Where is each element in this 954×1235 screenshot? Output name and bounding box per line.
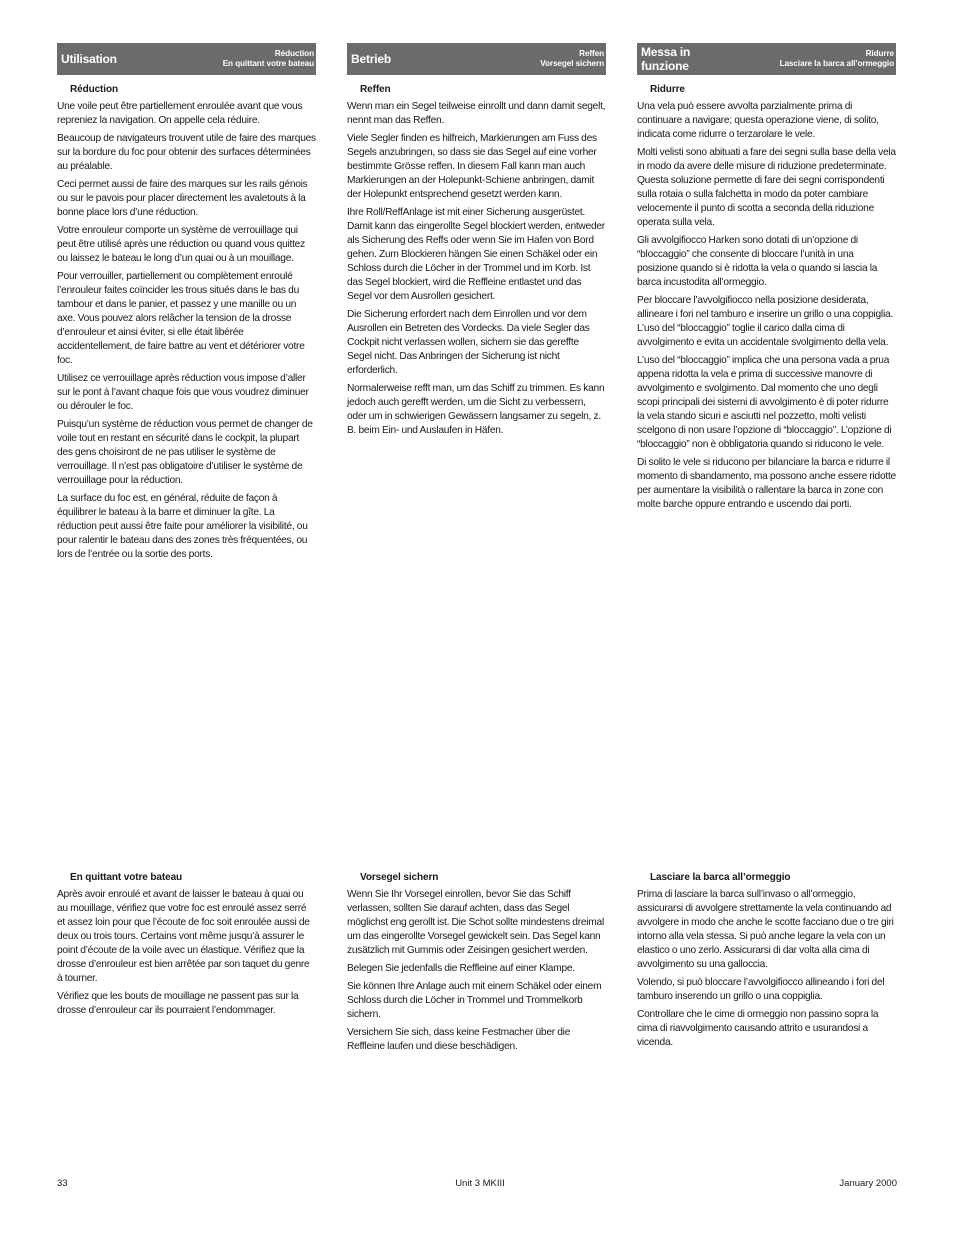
header-utilisation	[57, 43, 316, 75]
paragraph: Viele Segler finden es hilfreich, Markierungen am Fuss des Segels anzubringen, so dass sie das Segel auf eine vorher bestimmte Grösse reffen. In diesem Fall kann man auch Markierungen an der Holepunkt-Schiene anbringen, damit der Holepunkt entsprechend gesetzt werden kann.	[347, 133, 597, 200]
paragraph: Di solito le vele si riducono per bilanciare la barca e ridurre il momento di sbandamento, ma possono anche essere ridotte per aumentare la visibilità o rallentare la barca in zone con molte barche oppure entrando e uscendo dai porti.	[637, 457, 896, 510]
paragraph: Beaucoup de navigateurs trouvent utile de faire des marques sur la bordure du foc pour obtenir des surfaces déterminées au préalable.	[57, 133, 316, 172]
paragraph: Puisqu’un système de réduction vous permet de changer de voile tout en restant en sécurité dans le cockpit, la plupart des gens choisiront de ne pas utiliser le système de verrouillage. Il n’est pas obligatoire d’utiliser le système de verrouillage pour la réduction.	[57, 419, 313, 486]
section-heading: Ridurre	[650, 84, 685, 95]
header-sublabel: Vorsegel sichern	[540, 59, 604, 68]
footer-product: Unit 3 MKIII	[455, 1178, 505, 1189]
page-number: 33	[57, 1178, 68, 1189]
paragraph: Ceci permet aussi de faire des marques sur les rails génois ou sur le pavois pour placer directement les avaletouts à la bonne place lors d’une réduction.	[57, 179, 308, 218]
section-heading: Lasciare la barca all’ormeggio	[650, 872, 791, 883]
paragraph: Vérifiez que les bouts de mouillage ne passent pas sur la drosse d’enrouleur car ils pourraient l’endommager.	[57, 991, 299, 1016]
section-reduction	[57, 84, 316, 566]
paragraph: Wenn Sie Ihr Vorsegel einrollen, bevor Sie das Schiff verlassen, sollten Sie darauf achten, dass das Segel möglichst eng gerollt ist. Die Schot sollte mindestens dreimal um das eingerollte Vorsegel gewickelt sein. Das Segel kann zusätzlich mit Gummis oder Zeisingen gesichert werden.	[347, 889, 604, 956]
paragraph: Per bloccare l’avvolgifiocco nella posizione desiderata, allineare i fori nel tamburo e inserire un grillo o una coppiglia. L’uso del “bloccaggio” toglie il carico dalla cima di avvolgimento e evita un accidentale svolgimento della vela.	[637, 295, 893, 348]
header-title: Utilisation	[61, 52, 117, 66]
header-betrieb	[347, 43, 606, 75]
paragraph: Pour verrouiller, partiellement ou complètement enroulé l’enrouleur faites coïncider les trous situés dans le bas du tambour et dans le panier, et passez y une manille ou un axe. Vous pouvez alors relâcher la tension de la drosse d’enrouleur et ainsi éviter, si elle était libérée accidentellement, de faire battre au vent et détériorer votre foc.	[57, 271, 305, 366]
section-heading: Reffen	[360, 84, 391, 95]
paragraph: Après avoir enroulé et avant de laisser le bateau à quai ou au mouillage, vérifiez que votre foc est enroulé assez serré et assez loin pour que l’écoute de foc soit enroulée aussi de deux ou trois tours. Certains vont même jusqu’à assurer le point d’écoute de la voile avec un élastique. Vérifiez que la drosse d’enrouleur est bien arrêtée par son taquet du genre à tourner.	[57, 889, 310, 984]
paragraph: Utilisez ce verrouillage après réduction vous impose d’aller sur le pont à l’avant chaque fois que vous voudrez diminuer ou dérouler le foc.	[57, 373, 309, 412]
header-sublabels	[780, 49, 894, 69]
paragraph: L’uso del “bloccaggio” implica che una persona vada a prua appena ridotta la vela e prima di successive manovre di avvolgimento e svolgimento. Dal momento che uno degli scopi principali dei sistemi di avvolgimento è di poter ridurre la vela stando sicuri e asciutti nel pozzetto, molti velisti scelgono di non usare l’opzione di “bloccaggio”. L’opzione di “bloccaggio” non è obbligatoria quando si riducono le vele.	[637, 355, 892, 450]
paragraph: Die Sicherung erfordert nach dem Einrollen und vor dem Ausrollen ein Betreten des Vordecks. Da viele Segler das Cockpit nicht verlassen wollen, sichern sie das gereffte Segel nicht. Das Anbringen der Sicherung ist nicht erforderlich.	[347, 309, 590, 376]
paragraph: Wenn man ein Segel teilweise einrollt und dann damit segelt, nennt man das Reffen.	[347, 101, 606, 126]
header-title: Betrieb	[351, 52, 391, 66]
footer-date: January 2000	[839, 1178, 897, 1189]
paragraph: Controllare che le cime di ormeggio non passino sopra la cima di riavvolgimento causando attrito e usurandosi a vicenda.	[637, 1009, 879, 1048]
header-sublabels	[540, 49, 604, 69]
paragraph: Une voile peut être partiellement enroulée avant que vous repreniez la navigation. On appelle cela réduire.	[57, 101, 303, 126]
paragraph: Sie können Ihre Anlage auch mit einem Schäkel oder einem Schloss durch die Löcher in Trommel und Trommelkorb sichern.	[347, 981, 602, 1020]
paragraph: Belegen Sie jedenfalls die Reffleine auf einer Klampe.	[347, 963, 575, 974]
header-sublabel: Réduction	[274, 49, 314, 58]
section-en-quittant	[57, 872, 316, 1022]
section-heading: En quittant votre bateau	[70, 872, 183, 883]
paragraph: La surface du foc est, en général, réduite de façon à équilibrer le bateau à la barre et diminuer la gîte. La réduction peut aussi être faite pour améliorer la visibilité, ou pour ralentir le bateau dans des zones très fréquentées, ou lors de l’entrée ou la sortie des ports.	[57, 493, 308, 560]
paragraph: Normalerweise refft man, um das Schiff zu trimmen. Es kann jedoch auch gerefft werden, um die Sicht zu verbessern, oder um in schwierigen Gewässern langsamer zu segeln, z. B. beim Ein- und Auslaufen in Häfen.	[347, 383, 605, 436]
paragraph: Volendo, si può bloccare l’avvolgifiocco allineando i fori del tamburo inserendo un grillo o una coppiglia.	[637, 977, 885, 1002]
paragraph: Prima di lasciare la barca sull’invaso o all’ormeggio, assicurarsi di avvolgere strettamente la vela continuando ad avvolgere in modo che anche le scotte facciano due o tre giri intorno alla vela stessa. Si può anche legare la vela con un elastico o uno zerlo. Assicurarsi di dar volta alla cima di avvolgimento su una galloccia.	[637, 889, 894, 970]
header-sublabels	[223, 49, 314, 69]
header-sublabel: Reffen	[579, 49, 604, 58]
header-sublabel: En quittant votre bateau	[222, 59, 314, 68]
section-reffen	[347, 84, 606, 442]
paragraph: Molti velisti sono abituati a fare dei segni sulla base della vela in modo da avere delle misure di riduzione predeterminate. Questa soluzione permette di fare dei segni corrispondenti sulla rotaia o sulla falchetta in modo da poter cambiare velocemente il punto di scotta a seconda della riduzione operata sulla vela.	[637, 147, 896, 228]
section-vorsegel-sichern	[347, 872, 606, 1058]
paragraph: Versichern Sie sich, dass keine Festmacher über die Reffleine laufen und diese beschädigen.	[347, 1027, 571, 1052]
header-sublabel: Ridurre	[865, 49, 894, 58]
header-messa-in-funzione	[637, 43, 896, 75]
paragraph: Ihre Roll/ReffAnlage ist mit einer Sicherung ausgerüstet. Damit kann das eingerollte Segel blockiert werden, entweder als Sicherung des Reffs oder wenn Sie im Hafen von Bord gehen. Zum Blockieren hängen Sie einen Schäkel oder ein Schloss durch die Löcher in der Trommel und im Korb. Ist das Segel blockiert, wird die Reffleine entlastet und das Segel vor dem Ausrollen gesichert.	[347, 207, 605, 302]
header-sublabel: Lasciare la barca all’ormeggio	[779, 59, 894, 68]
section-ridurre	[637, 84, 896, 516]
paragraph: Votre enrouleur comporte un système de verrouillage qui peut être utilisé après une réduction ou quand vous quittez ou laissez le bateau le long d’un quai ou à un mouillage.	[57, 225, 305, 264]
paragraph: Gli avvolgifiocco Harken sono dotati di un’opzione di “bloccaggio” che consente di bloccare l’unità in una posizione quando si è ridotta la vela o quando si lascia la barca incustodita all’ormeggio.	[637, 235, 878, 288]
paragraph: Una vela può essere avvolta parzialmente prima di continuare a navigare; questa operazione viene, di solito, indicata come ridurre o terzarolare le vele.	[637, 101, 879, 140]
section-heading: Réduction	[70, 84, 118, 95]
section-heading: Vorsegel sichern	[360, 872, 439, 883]
header-title: Messa in funzione	[641, 45, 691, 73]
section-lasciare-la-barca	[637, 872, 896, 1054]
